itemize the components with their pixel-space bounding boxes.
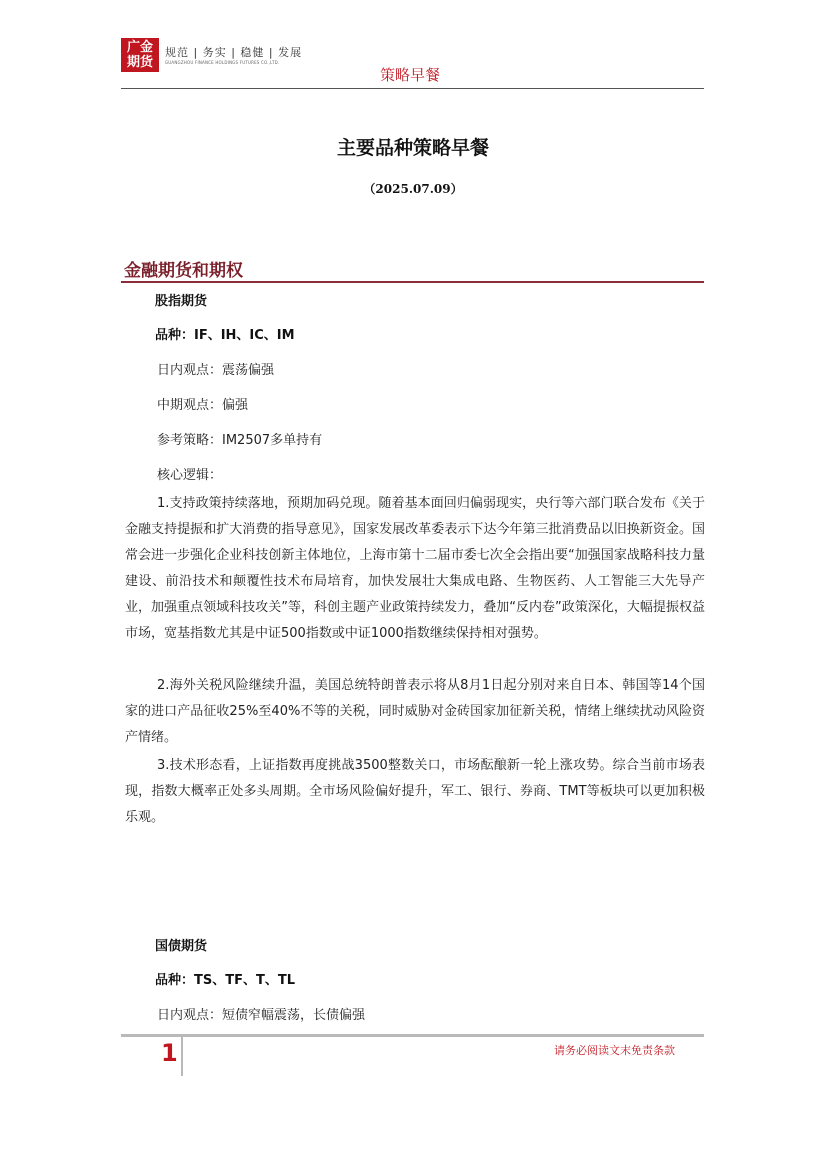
stock-index-core-logic-label: 核心逻辑： bbox=[157, 468, 223, 483]
stock-index-medium-term-view: 中期观点：偏强 bbox=[157, 398, 249, 413]
section-divider bbox=[121, 281, 704, 283]
header-title: 策略早餐 bbox=[380, 66, 441, 84]
company-logo: 广金 期货 bbox=[121, 38, 159, 72]
footer-divider bbox=[121, 1034, 704, 1037]
treasury-variety: 品种：TS、TF、T、TL bbox=[155, 973, 295, 988]
header-divider bbox=[121, 88, 704, 89]
page-number: 1 bbox=[161, 1039, 178, 1067]
document-title: 主要品种策略早餐 bbox=[336, 137, 489, 159]
document-date: （2025.07.09） bbox=[363, 182, 463, 196]
core-logic-paragraph-1: 1.支持政策持续落地，预期加码兑现。随着基本面回归偏弱现实，央行等六部门联合发布《关于金融支持提振和扩大消费的指导意见》，国家发展改革委表示下达今年第三批消费品以旧换新资金。国常会进一步强化企业科技创新主体地位，上海市第十二届市委七次全会指出要“加强国家战略科技力量建设、前沿技术和颠覆性技术布局培育，加快发展壮大集成电路、生物医药、人工智能三大先导产业，加强重点领域科技攻关”等，科创主题产业政策持续发力，叠加“反内卷”政策深化，大幅提振权益市场，宽基指数尤其是中证500指数或中证1000指数继续保持相对强势。 bbox=[125, 496, 705, 641]
stock-index-variety: 品种：IF、IH、IC、IM bbox=[155, 328, 295, 343]
core-logic-paragraph-2: 2.海外关税风险继续升温，美国总统特朗普表示将从8月1日起分别对来自日本、韩国等14个国家的进口产品征收25%至40%不等的关税，同时威胁对金砖国家加征新关税，情绪上继续扰动风险资产情绪。 bbox=[125, 678, 705, 745]
footer-vertical-divider bbox=[181, 1034, 183, 1076]
disclaimer-note: 请务必阅读文末免责条款 bbox=[554, 1044, 675, 1057]
stock-index-reference-strategy: 参考策略：IM2507多单持有 bbox=[157, 433, 323, 448]
treasury-intraday-view: 日内观点：短债窄幅震荡，长债偏强 bbox=[157, 1008, 366, 1023]
stock-index-intraday-view: 日内观点：震荡偏强 bbox=[157, 363, 275, 378]
core-logic-paragraph-3: 3.技术形态看，上证指数再度挑战3500整数关口，市场酝酿新一轮上涨攻势。综合当前市场表现，指数大概率正处多头周期。全市场风险偏好提升，军工、银行、券商、TMT等板块可以更加积极乐观。 bbox=[125, 758, 705, 825]
section-title: 金融期货和期权 bbox=[124, 261, 243, 281]
treasury-heading: 国债期货 bbox=[155, 939, 208, 954]
stock-index-heading: 股指期货 bbox=[155, 294, 208, 309]
company-slogan: 规范 | 务实 | 稳健 | 发展 bbox=[165, 46, 303, 59]
company-english-name: GUANGZHOU FINANCE HOLDINGS FUTURES CO.,LTD. bbox=[165, 60, 280, 65]
